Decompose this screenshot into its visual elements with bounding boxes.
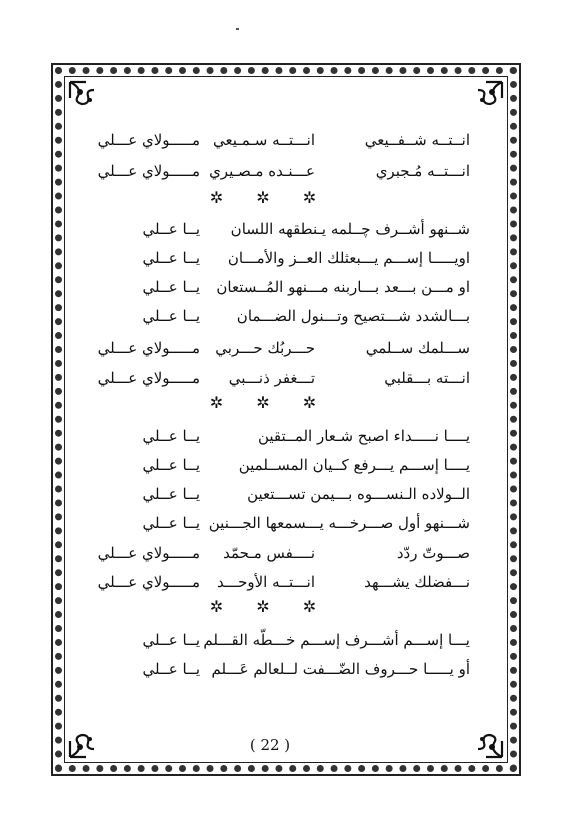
verse-part: او مـــن بـــعد بـــاربنه مـــنهو المُــستعان xyxy=(216,278,470,296)
poem-line xyxy=(70,274,470,300)
verse-part: يــــا نـــــداء اصبح شـعار المــتقين xyxy=(257,427,470,445)
verse-refrain: مـــــولاي عـــلي xyxy=(97,544,200,562)
poem-line xyxy=(70,127,470,153)
verse-refrain: يــا عــلي xyxy=(142,307,200,325)
poem-line xyxy=(70,656,470,682)
verse-refrain: يــا عــلي xyxy=(142,514,200,532)
poem-line xyxy=(70,540,470,566)
verse-part: انـــتــه مُـجبري xyxy=(375,162,470,180)
verse-part: تـــغفر ذنـــبي xyxy=(228,369,315,387)
page-number: ( 22 ) xyxy=(249,736,291,754)
corner-ornament-icon xyxy=(470,78,506,114)
corner-ornament-icon xyxy=(66,78,102,114)
verse-part: بـــالشدد شـــتصيح وتـــنول الضـــمان xyxy=(236,307,470,325)
poem-line xyxy=(70,216,470,242)
verse-part: نــــفس مـحمّد xyxy=(223,544,315,562)
verse-refrain: يــا عــلي xyxy=(142,278,200,296)
poem-line xyxy=(70,510,470,536)
verse-part: شـــنهو أول صـــرخـــه يـــسمعها الجـــنين xyxy=(208,514,470,532)
verse-part: نـــفضلك يشـــهد xyxy=(364,573,470,591)
verse-refrain: يــا عــلي xyxy=(142,249,200,267)
poem-line xyxy=(70,365,470,391)
verse-refrain: مـــــولاي عـــلي xyxy=(97,573,200,591)
verse-part: انــتــه شــفــيعي xyxy=(364,131,470,149)
verse-part: الــولاده الـنســـوه بـــيمن تســـتعين xyxy=(247,485,470,503)
verse-refrain: يــا عــلي xyxy=(142,456,200,474)
verse-part: انـــتــه الأوحـــد xyxy=(217,573,315,591)
verse-refrain: مـــــولاي عـــلي xyxy=(97,369,200,387)
verse-part: أو يـــــا حـــروف الضّـــفت لــلعالم عَـــلم xyxy=(211,660,470,678)
poem-line xyxy=(70,245,470,271)
stanza-divider: ✲ ✲ ✲ xyxy=(209,393,331,412)
verse-refrain: مـــــولاي عـــلي xyxy=(97,131,200,149)
verse-part: ســـلمك ســلمي xyxy=(365,339,470,357)
corner-ornament-icon xyxy=(66,725,102,761)
verse-part: انـــته بـــقلبي xyxy=(384,369,470,387)
corner-ornament-icon xyxy=(470,725,506,761)
verse-refrain: يــا عــلي xyxy=(142,220,200,238)
poem-line xyxy=(70,569,470,595)
poem-line xyxy=(70,627,470,653)
verse-part: يـــا إســـم أشـــرف إســـم خـــطّه القـــلم xyxy=(203,631,470,649)
verse-refrain: يــا عــلي xyxy=(142,660,200,678)
stanza-divider: ✲ ✲ ✲ xyxy=(209,597,331,616)
verse-refrain: يــا عــلي xyxy=(142,485,200,503)
verse-part: عـــنـده مـصـيري xyxy=(209,162,315,180)
verse-part: صـــوتّ ردّد xyxy=(396,544,470,562)
verse-part: انـــتــه سـمـيعي xyxy=(213,131,315,149)
verse-part: شــنهو أشــرف چــلمه يـنطقهه اللسان xyxy=(230,220,470,238)
poem-line xyxy=(70,423,470,449)
verse-refrain: يــا عــلي xyxy=(142,427,200,445)
poem-line xyxy=(70,335,470,361)
verse-part: يــــا إســـم يـــرفع كــيان المســلمين xyxy=(238,456,470,474)
poem-line xyxy=(70,481,470,507)
poem-line xyxy=(70,158,470,184)
poem-line xyxy=(70,303,470,329)
poem-line xyxy=(70,452,470,478)
verse-part: اويـــــا إســـم يـــبعثلك العــز والأمـــان xyxy=(227,249,470,267)
scan-speck xyxy=(236,28,239,30)
verse-part: حـــربُك حـــربي xyxy=(215,339,315,357)
stanza-divider: ✲ ✲ ✲ xyxy=(209,188,331,207)
verse-refrain: مـــــولاي عـــلي xyxy=(97,162,200,180)
verse-refrain: يــا عــلي xyxy=(142,631,200,649)
verse-refrain: مـــــولاي عـــلي xyxy=(97,339,200,357)
